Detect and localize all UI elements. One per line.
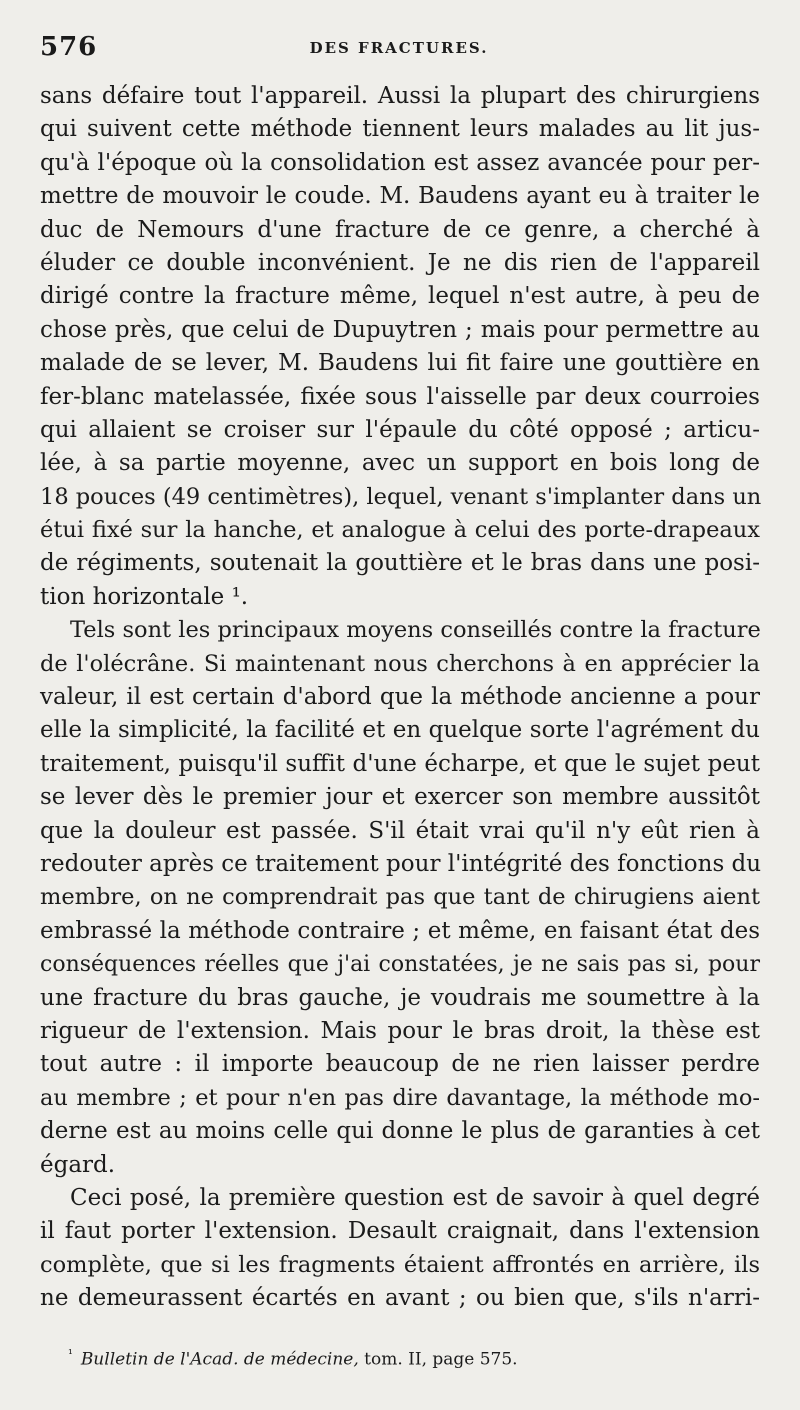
paragraph xyxy=(40,1182,760,1316)
text-line: se lever dès le premier jour et exercer son membre aussitôt xyxy=(40,784,760,811)
text-line: tion horizontale ¹. xyxy=(40,583,249,610)
text-line: elle la simplicité, la facilité et en quelque sorte l'agrément du xyxy=(40,717,760,744)
page-number: 576 xyxy=(40,32,98,62)
text-line: fer-blanc matelassée, fixée sous l'aisselle par deux courroies xyxy=(40,383,760,410)
text-line: sans défaire tout l'appareil. Aussi la plupart des chirurgiens xyxy=(40,83,760,109)
text-line: ne demeurassent écartés en avant ; ou bien que, s'ils n'arri- xyxy=(40,1285,760,1312)
text-line: mettre de mouvoir le coude. M. Baudens ayant eu à traiter le xyxy=(40,183,760,210)
text-line: qu'à l'époque où la consolidation est assez avancée pour per- xyxy=(40,149,760,176)
text-line: Tels sont les principaux moyens conseillés contre la fracture xyxy=(70,617,761,644)
text-line: éluder ce double inconvénient. Je ne dis rien de l'appareil xyxy=(40,249,760,276)
page-header xyxy=(40,32,758,62)
text-line: dirigé contre la fracture même, lequel n'est autre, à peu de xyxy=(40,283,760,310)
paragraph xyxy=(40,80,760,614)
text-line: il faut porter l'extension. Desault craignait, dans l'extension xyxy=(40,1218,760,1245)
text-line: duc de Nemours d'une fracture de ce genre, a cherché à xyxy=(40,216,760,243)
text-line: une fracture du bras gauche, je voudrais me soumettre à la xyxy=(40,984,760,1011)
body-text xyxy=(40,80,760,1315)
text-line: de l'olécrâne. Si maintenant nous cherchons à en apprécier la xyxy=(40,650,760,677)
text-line: conséquences réelles que j'ai constatées, je ne sais pas si, pour xyxy=(40,952,760,978)
text-line: lée, à sa partie moyenne, avec un support en bois long de xyxy=(40,450,760,477)
text-line: au membre ; et pour n'en pas dire davantage, la méthode mo- xyxy=(40,1084,760,1111)
text-line: derne est au moins celle qui donne le plus de garanties à cet xyxy=(40,1118,760,1145)
text-line: étui fixé sur la hanche, et analogue à celui des porte-drapeaux xyxy=(40,517,760,544)
text-line: 18 pouces (49 centimètres), lequel, venant s'implanter dans un xyxy=(40,483,762,510)
text-line: valeur, il est certain d'abord que la méthode ancienne a pour xyxy=(40,684,760,711)
text-line: que la douleur est passée. S'il était vrai qu'il n'y eût rien à xyxy=(40,817,760,844)
text-line: de régiments, soutenait la gouttière et le bras dans une posi- xyxy=(40,550,760,577)
text-line: traitement, puisqu'il suffit d'une écharpe, et que le sujet peut xyxy=(40,750,760,777)
text-line: égard. xyxy=(40,1151,116,1178)
footnote-reference: tom. II, page 575. xyxy=(364,1349,518,1370)
text-line: Ceci posé, la première question est de savoir à quel degré xyxy=(70,1184,760,1211)
text-line: membre, on ne comprendrait pas que tant de chirugiens aient xyxy=(40,884,760,911)
text-line: redouter après ce traitement pour l'intégrité des fonctions du xyxy=(40,850,762,877)
text-line: rigueur de l'extension. Mais pour le bras droit, la thèse est xyxy=(40,1017,760,1044)
footnote-source: Bulletin de l'Acad. de médecine, xyxy=(80,1349,359,1370)
text-line: qui allaient se croiser sur l'épaule du côté opposé ; articu- xyxy=(40,416,760,443)
text-line: embrassé la méthode contraire ; et même, en faisant état des xyxy=(40,917,760,944)
text-line: tout autre : il importe beaucoup de ne rien laisser perdre xyxy=(40,1051,760,1078)
footnote-mark: ¹ xyxy=(68,1347,73,1361)
footnote xyxy=(68,1347,760,1370)
running-title: DES FRACTURES. xyxy=(309,39,489,57)
text-line: complète, que si les fragments étaient affrontés en arrière, ils xyxy=(40,1251,760,1278)
text-line: chose près, que celui de Dupuytren ; mais pour permettre au xyxy=(40,316,760,343)
text-line: qui suivent cette méthode tiennent leurs malades au lit jus- xyxy=(40,116,760,143)
paragraph xyxy=(40,614,760,1182)
text-line: malade de se lever, M. Baudens lui fit faire une gouttière en xyxy=(40,350,760,377)
